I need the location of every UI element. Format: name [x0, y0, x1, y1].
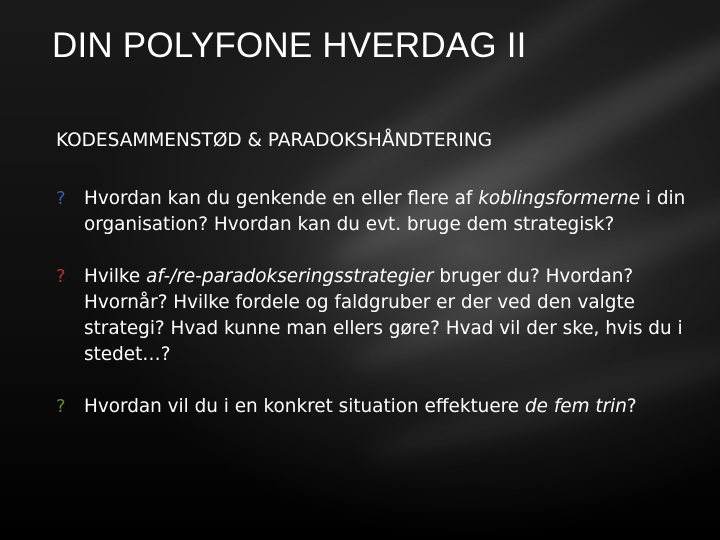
slide-title: DIN POLYFONE HVERDAG II [52, 26, 527, 65]
question-mark-bullet-icon: ? [56, 266, 66, 287]
bullet-item [56, 186, 686, 238]
bullet-emphasis: de fem trin [524, 396, 627, 417]
slide-subtitle: KODESAMMENSTØD & PARADOKSHÅNDTERING [56, 130, 493, 151]
bullet-text: Hvordan vil du i en konkret situation effektuere [84, 396, 525, 417]
bullet-emphasis: af-/re-paradokseringsstrategier [146, 266, 434, 287]
bullet-list [56, 186, 686, 420]
bullet-item [56, 394, 686, 420]
bullet-text: i din organisation? Hvordan kan du evt. bruge dem strategisk? [84, 188, 686, 235]
bullet-emphasis: koblingsformerne [478, 188, 641, 209]
bullet-text: ? [626, 396, 637, 417]
question-mark-bullet-icon: ? [56, 396, 66, 417]
bullet-text: Hvordan kan du genkende en eller flere af [84, 188, 479, 209]
bullet-text: Hvilke [84, 266, 147, 287]
question-mark-bullet-icon: ? [56, 188, 66, 209]
bullet-item [56, 264, 686, 368]
bullet-text: bruger du? Hvordan? Hvornår? Hvilke fordele og faldgruber er der ved den valgte strategi? Hvad kunne man ellers gøre? Hvad vil der ske, hvis du i stedet…? [84, 266, 683, 365]
